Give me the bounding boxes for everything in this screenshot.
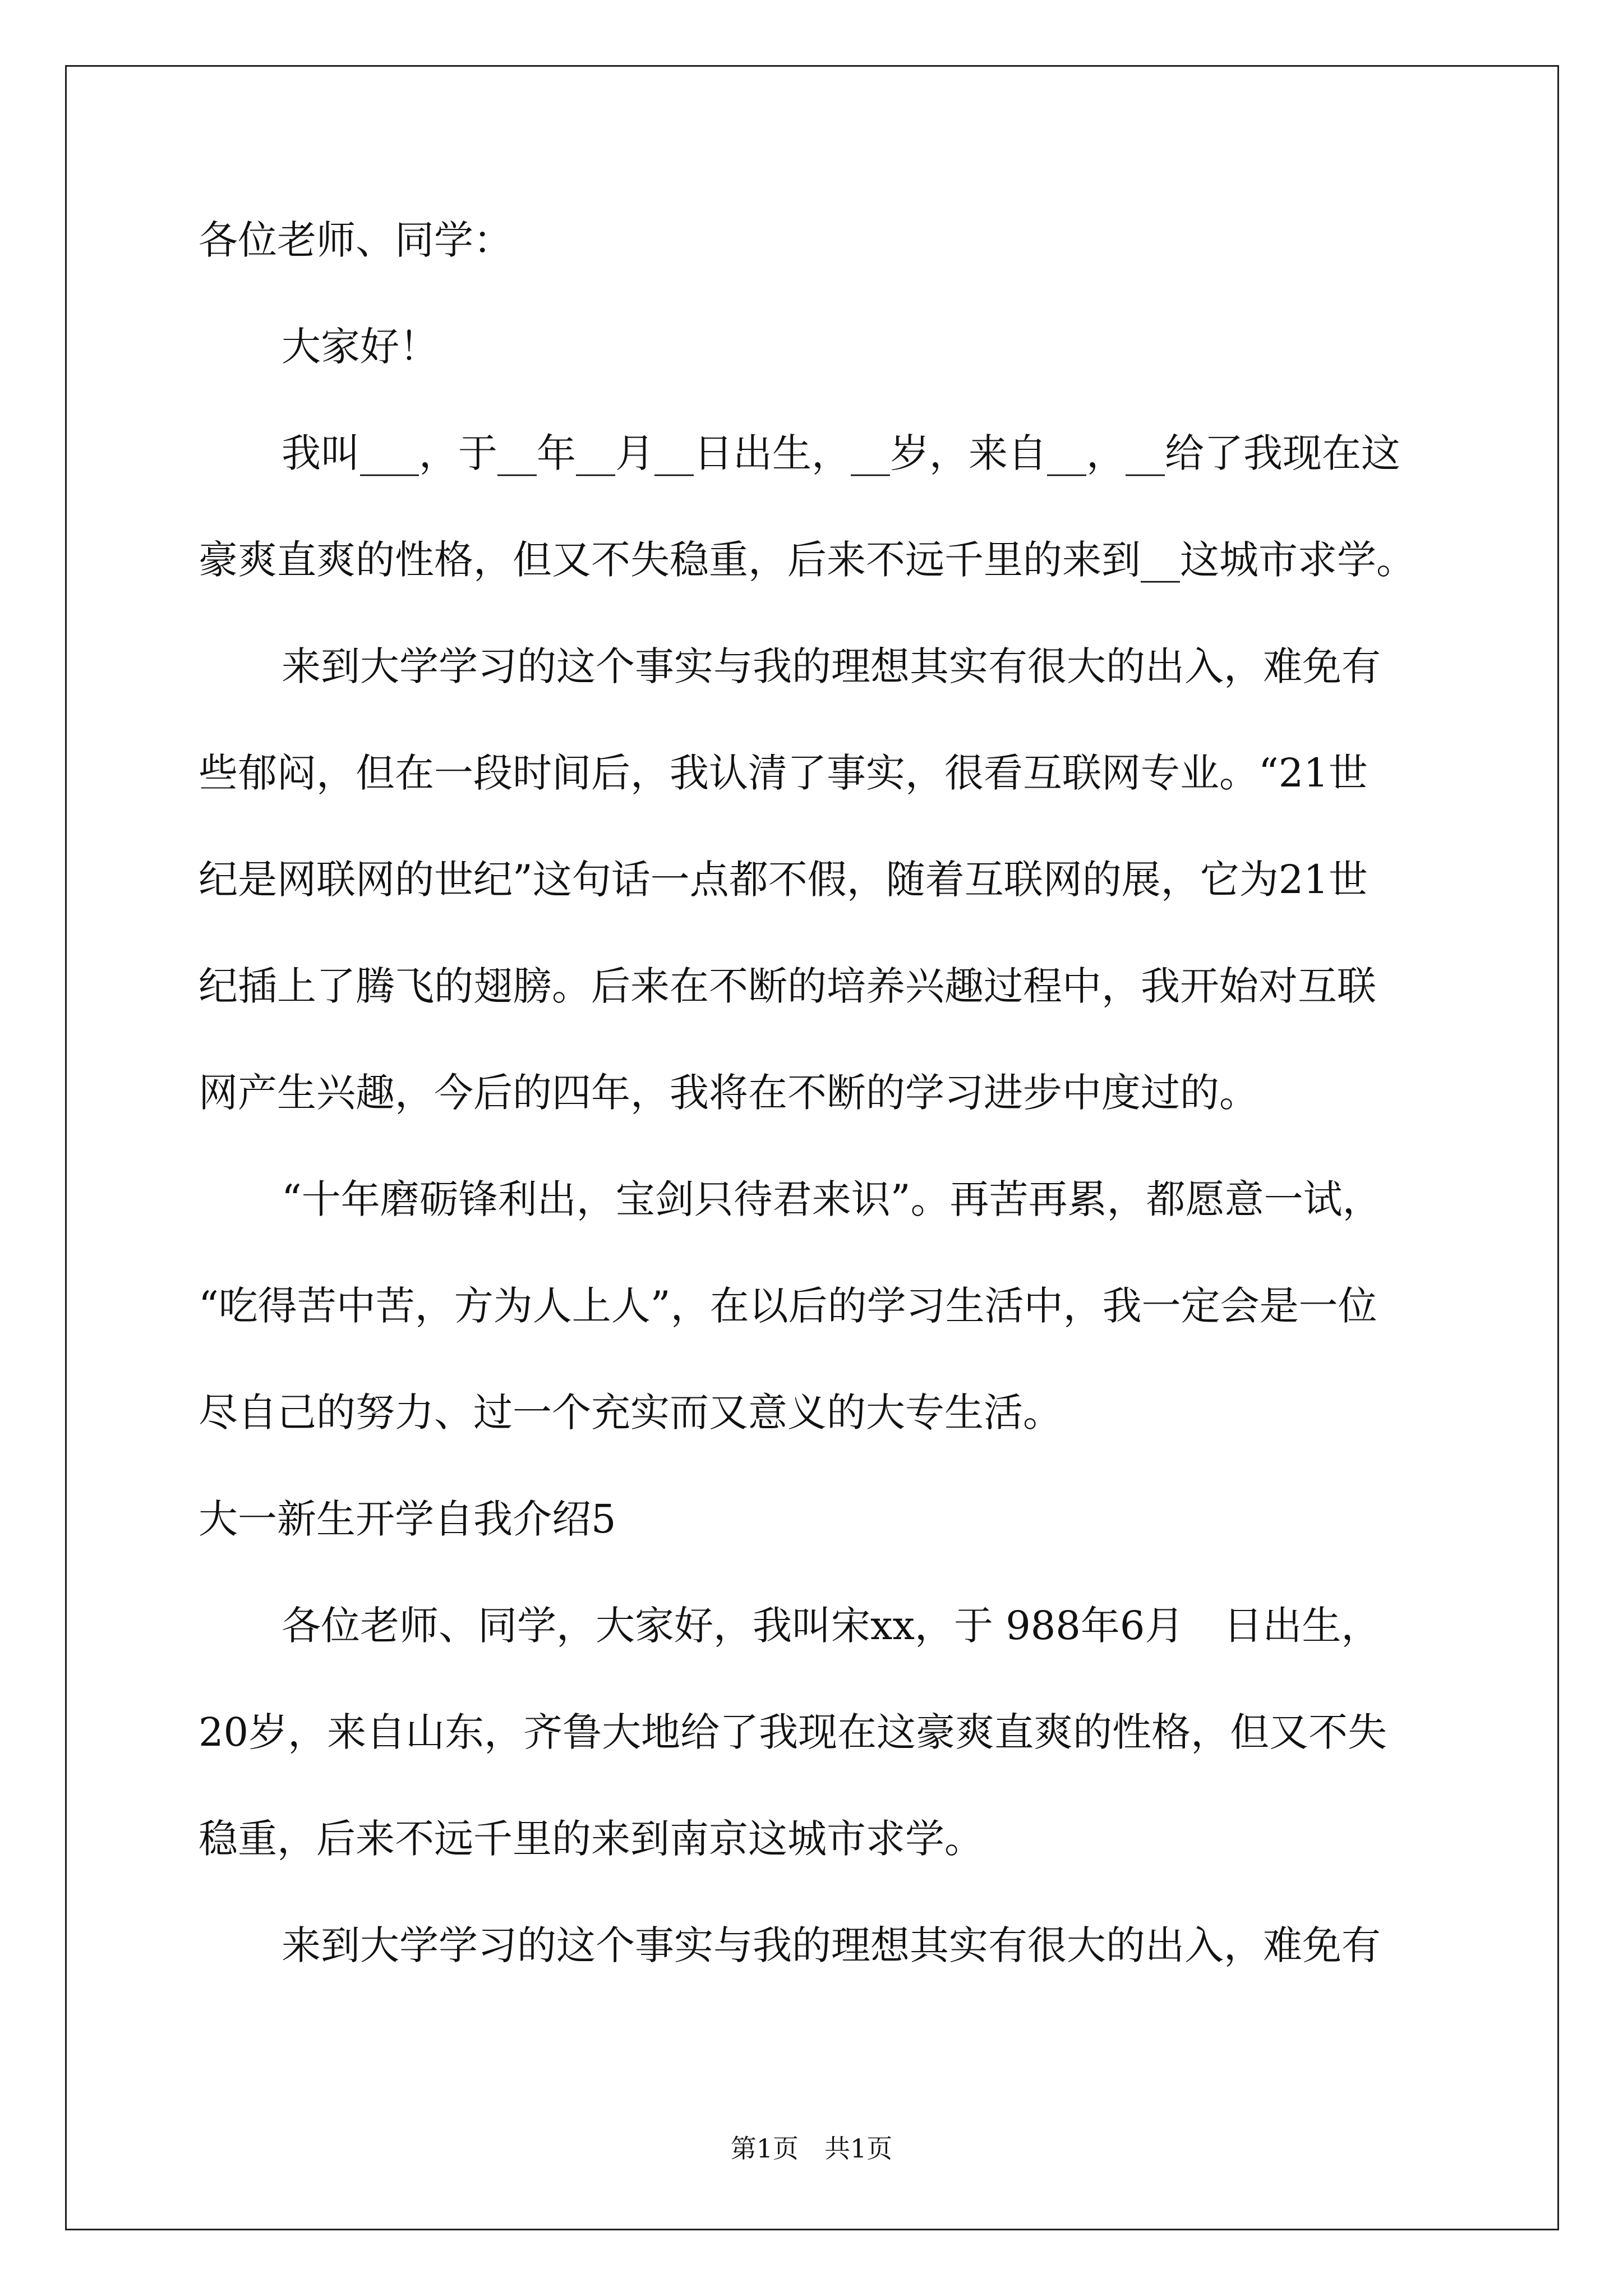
paragraph-line: 我叫___，于__年__月__日出生，__岁，来自__，__给了我现在这 (282, 430, 1400, 476)
paragraph-line: 各位老师、同学，大家好，我叫宋xx，于 988年6月 日出生， (282, 1603, 1381, 1649)
paragraph-line: 20岁，来自山东，齐鲁大地给了我现在这豪爽直爽的性格，但又不失 (199, 1709, 1387, 1755)
paragraph-line: 些郁闷，但在一段时间后，我认清了事实，很看互联网专业。“21世 (199, 750, 1368, 796)
paragraph-line: 来到大学学习的这个事实与我的理想其实有很大的出入，难免有 (282, 1922, 1381, 1968)
salutation: 各位老师、同学： (199, 217, 513, 263)
paragraph-line: “吃得苦中苦，方为人上人”，在以后的学习生活中，我一定会是一位 (199, 1283, 1377, 1329)
paragraph-line: 尽自己的努力、过一个充实而又意义的大专生活。 (199, 1389, 1062, 1435)
greeting: 大家好！ (282, 324, 439, 370)
paragraph-line: 豪爽直爽的性格，但又不失稳重，后来不远千里的来到__这城市求学。 (199, 537, 1415, 583)
page-footer: 第1页 共1页 (730, 2133, 893, 2164)
paragraph-line: 网产生兴趣，今后的四年，我将在不断的学习进步中度过的。 (199, 1070, 1258, 1116)
paragraph-line: 稳重，后来不远千里的来到南京这城市求学。 (199, 1816, 984, 1862)
paragraph-line: 来到大学学习的这个事实与我的理想其实有很大的出入，难免有 (282, 643, 1381, 689)
page-border (65, 65, 1559, 2230)
paragraph-line: 纪插上了腾飞的翅膀。后来在不断的培养兴趣过程中，我开始对互联 (199, 963, 1376, 1009)
paragraph-line: “十年磨砺锋利出，宝剑只待君来识”。再苦再累，都愿意一试， (282, 1176, 1382, 1222)
paragraph-line: 纪是网联网的世纪”这句话一点都不假，随着互联网的展，它为21世 (199, 857, 1368, 903)
section-heading: 大一新生开学自我介绍5 (199, 1496, 616, 1542)
